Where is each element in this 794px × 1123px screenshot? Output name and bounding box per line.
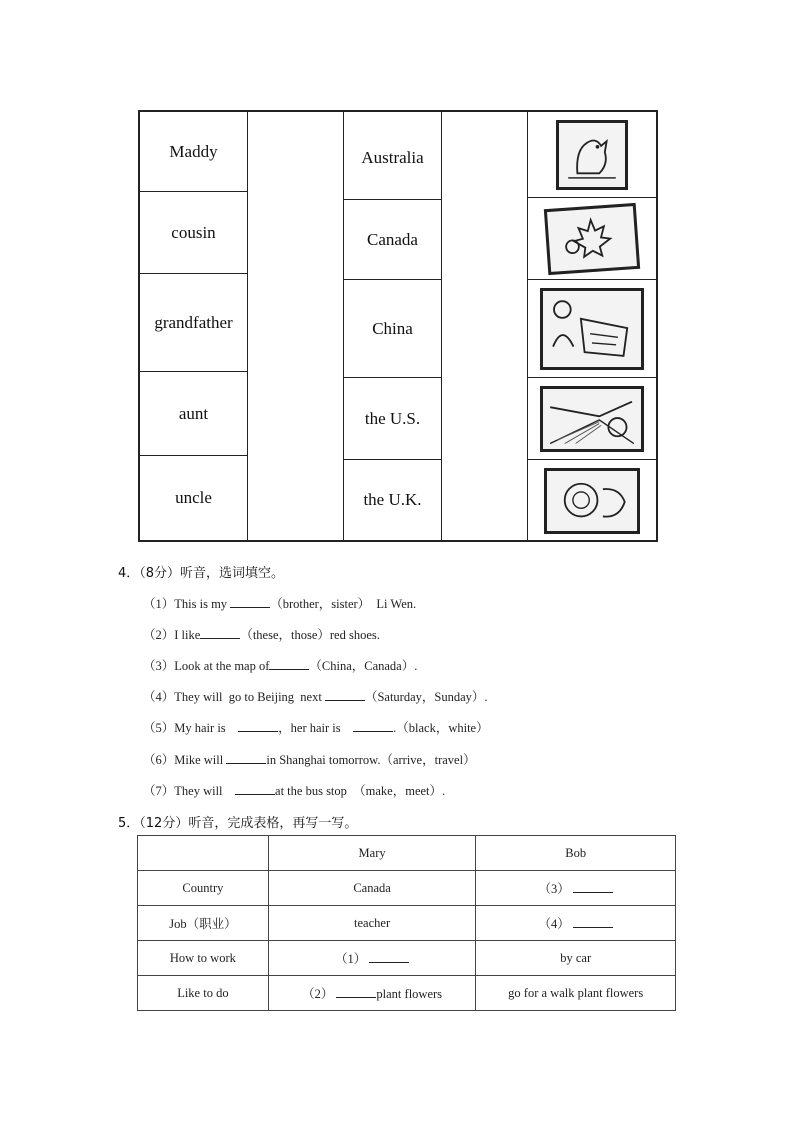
maple-leaf-picture [544, 203, 640, 275]
table-row [138, 941, 676, 976]
person-cell: aunt [140, 372, 247, 456]
person-cell: uncle [175, 488, 212, 507]
table-cell: Job（职业） [138, 906, 269, 941]
matching-table [138, 110, 658, 542]
person-cell: cousin [140, 192, 247, 274]
blank-column-left [248, 112, 344, 540]
answer-blank[interactable] [230, 595, 270, 608]
q4-item-1: （1）This is my （brother，sister） Li Wen. [143, 597, 417, 611]
table-cell: by car [476, 941, 676, 976]
table-cell: How to work [138, 941, 269, 976]
answer-blank[interactable] [573, 880, 613, 893]
countries-column [344, 112, 442, 540]
table-cell: go for a walk plant flowers [476, 976, 676, 1011]
blank-column-right [442, 112, 528, 540]
table-cell: （2） plant flowers [268, 976, 476, 1011]
people-column [140, 112, 248, 540]
question-5-heading: 5．（12分）听音，完成表格，再写一写。 [118, 816, 358, 831]
great-wall-picture [540, 386, 644, 452]
table-header-row [138, 836, 676, 871]
answer-blank[interactable] [226, 751, 266, 764]
table-row [138, 871, 676, 906]
table-row [138, 906, 676, 941]
person-cell: Maddy [140, 112, 247, 192]
info-table [137, 835, 676, 1011]
country-cell: Australia [344, 116, 441, 200]
table-cell: Country [138, 871, 269, 906]
kangaroo-picture [556, 120, 628, 190]
table-cell: Bob [476, 836, 676, 871]
question-4-heading: 4．（8分）听音，选词填空。 [118, 566, 285, 581]
country-cell: the U.S. [344, 378, 441, 460]
lion-picture [544, 468, 640, 534]
q4-item-6: （6）Mike will in Shanghai tomorrow.（arrive，travel） [143, 753, 476, 767]
table-cell: Like to do [138, 976, 269, 1011]
q4-item-5: （5）My hair is ，her hair is .（black，white） [143, 721, 489, 735]
answer-blank[interactable] [369, 950, 409, 963]
answer-blank[interactable] [235, 782, 275, 795]
people-picture [540, 288, 644, 370]
country-cell: Canada [344, 200, 441, 280]
q4-item-4: （4）They will go to Beijing next （Saturday，Sunday）. [143, 690, 488, 704]
table-cell: teacher [268, 906, 476, 941]
table-cell: Canada [268, 871, 476, 906]
table-cell: （3） [476, 871, 676, 906]
q4-item-3: （3）Look at the map of （China，Canada）. [143, 659, 418, 673]
country-cell: China [344, 280, 441, 378]
table-row [138, 976, 676, 1011]
answer-blank[interactable] [336, 985, 376, 998]
answer-blank[interactable] [325, 688, 365, 701]
answer-blank[interactable] [573, 915, 613, 928]
table-cell: Mary [268, 836, 476, 871]
table-cell [138, 836, 269, 871]
person-cell: grandfather [140, 274, 247, 372]
q4-item-7: （7）They will at the bus stop （make，meet）. [143, 784, 446, 798]
country-cell: the U.K. [363, 490, 422, 509]
pictures-column [528, 112, 656, 540]
answer-blank[interactable] [200, 626, 240, 639]
answer-blank[interactable] [353, 719, 393, 732]
answer-blank[interactable] [269, 657, 309, 670]
table-cell: （4） [476, 906, 676, 941]
answer-blank[interactable] [238, 719, 278, 732]
table-cell: （1） [268, 941, 476, 976]
q4-item-2: （2）I like （these，those）red shoes. [143, 628, 380, 642]
